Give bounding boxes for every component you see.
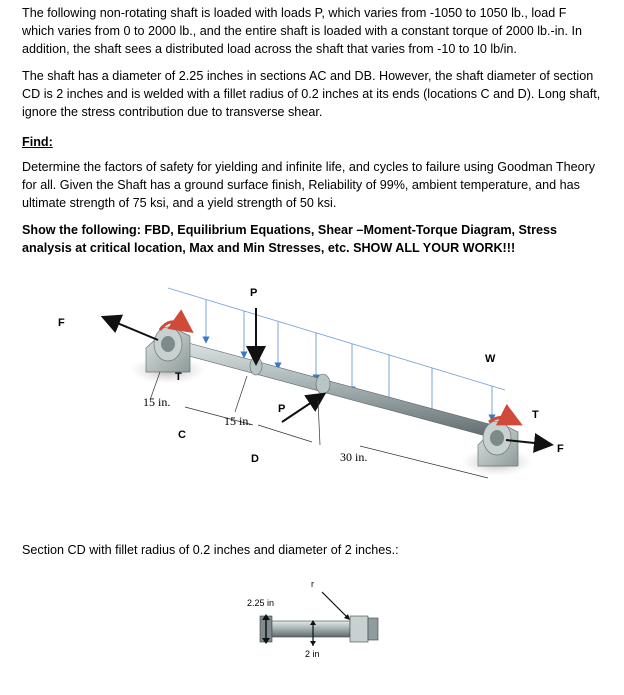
find-heading: Find:: [22, 135, 53, 149]
shaft-collar-c: [250, 357, 262, 375]
label-w: W: [485, 353, 496, 365]
shaft-collar-d: [316, 374, 330, 394]
label-2-25-in: 2.25 in: [247, 598, 275, 608]
label-p-top: P: [250, 287, 258, 299]
fillet-radius-leader: [322, 592, 348, 618]
load-p-inclined-arrow: [282, 398, 318, 422]
label-c: C: [178, 429, 186, 441]
label-t-right: T: [532, 409, 539, 421]
show-work-instructions: Show the following: FBD, Equilibrium Equations, Shear –Moment-Torque Diagram, Stress analysis at critical location, Max and Min Stresses, etc. SHOW ALL YOUR WORK!!!: [22, 223, 558, 255]
section-cd-caption: Section CD with fillet radius of 0.2 inches and diameter of 2 inches.:: [22, 543, 399, 557]
dim-15-in-cd: 15 in.: [224, 414, 252, 428]
label-f-right: F: [557, 443, 564, 455]
shaft: [163, 337, 500, 439]
label-f-left: F: [58, 317, 65, 329]
distributed-load-line: [168, 288, 505, 390]
dim-15-in-ac: 15 in.: [143, 395, 171, 409]
dim-30-in-db: 30 in.: [340, 450, 368, 464]
left-bearing: [146, 326, 190, 372]
label-r: r: [311, 579, 314, 589]
label-p-mid: P: [278, 403, 286, 415]
problem-statement-loads: The following non-rotating shaft is loaded with loads P, which varies from -1050 to 1050 lb., load F which varies from 0 to 2000 lb., and the entire shaft is loaded with a constant torque of 2000 lb.-in. In addition, the shaft sees a distributed load across the shaft that varies from -10 to 10 lb/in.: [22, 6, 583, 56]
label-2-in: 2 in: [305, 649, 320, 659]
distributed-load-arrows: [206, 300, 492, 418]
label-t-left: T: [175, 371, 182, 383]
label-d: D: [251, 453, 259, 465]
left-force-f-arrow: [110, 320, 158, 340]
section-cd-detail: [260, 592, 378, 646]
problem-statement-determine: Determine the factors of safety for yielding and infinite life, and cycles to failure using Goodman Theory for all. Given the Shaft has a ground surface finish, Reliability of 99%, ambient temperature, and has ultimate strength of 75 ksi, and a yield strength of 50 ksi.: [22, 160, 596, 210]
problem-statement-geometry: The shaft has a diameter of 2.25 inches in sections AC and DB. However, the shaft diameter of section CD is 2 inches and is welded with a fillet radius of 0.2 inches at its ends (locations C and D). Long shaft, ignore the stress contribution due to transverse shear.: [22, 69, 601, 119]
